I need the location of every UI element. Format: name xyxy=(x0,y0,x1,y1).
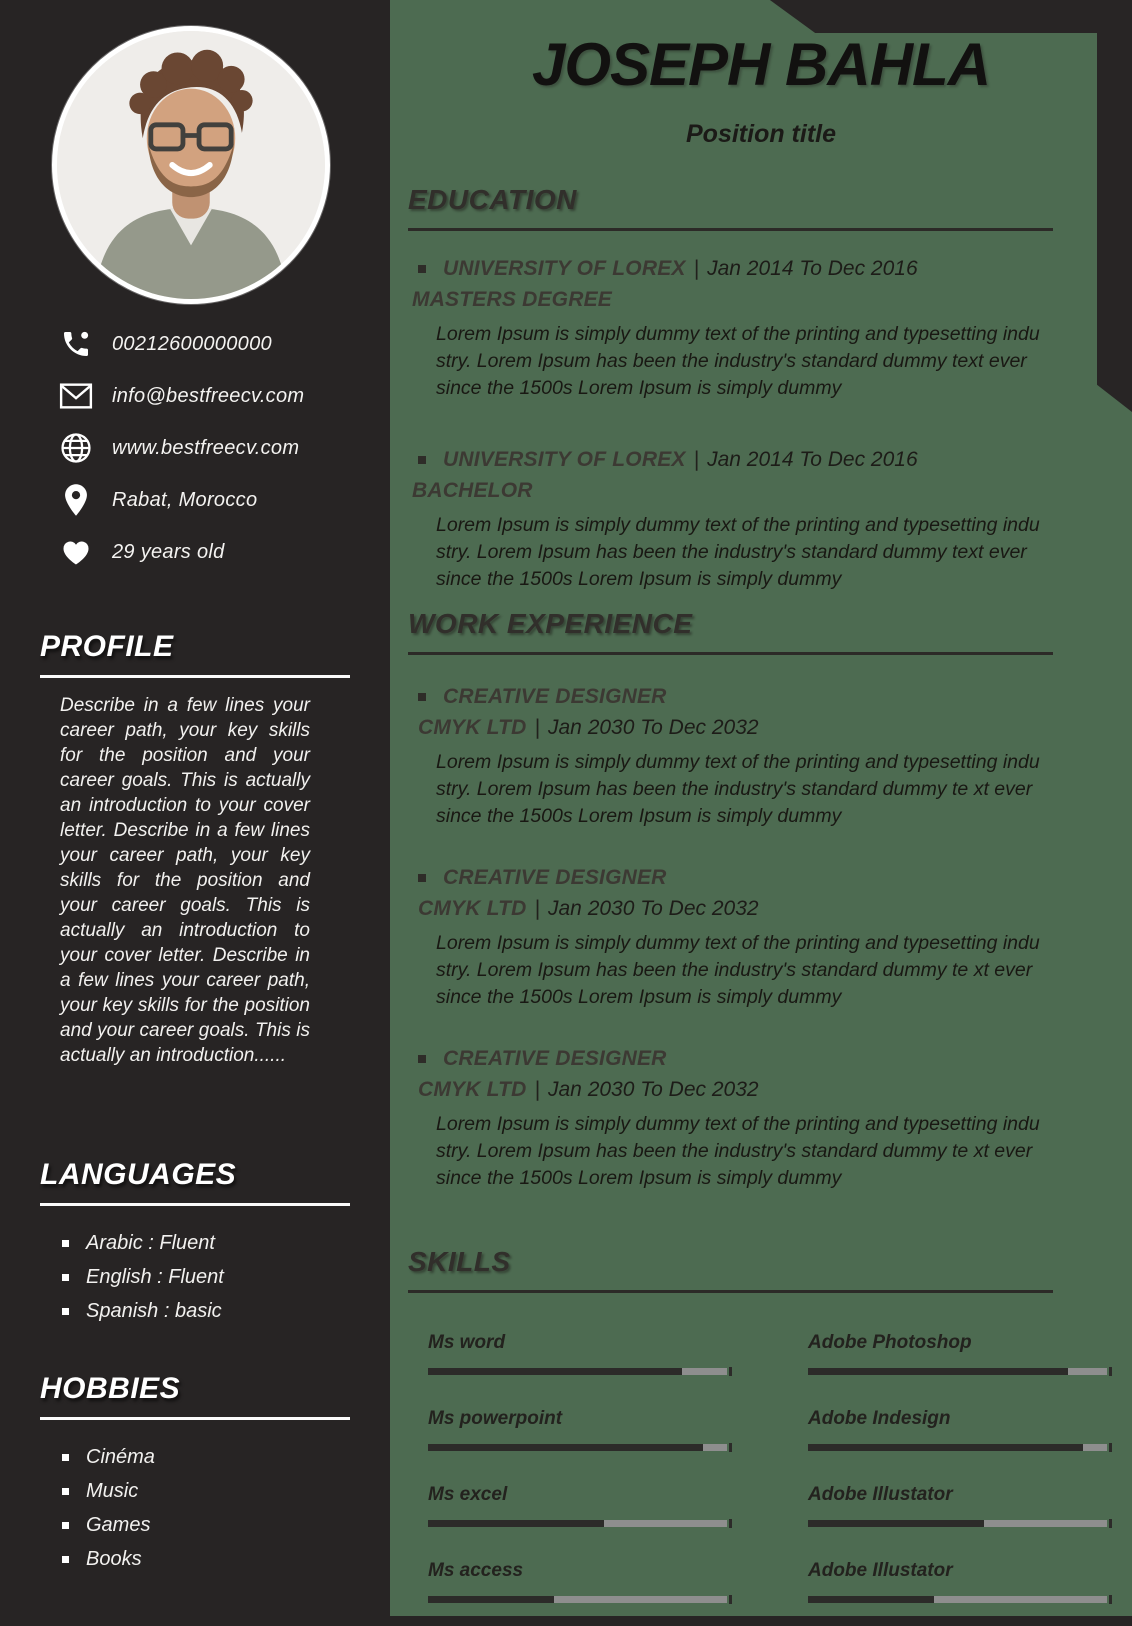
globe-icon xyxy=(54,431,98,465)
skill-bar xyxy=(428,1596,727,1603)
separator: | xyxy=(693,448,700,471)
skill-item xyxy=(428,1332,727,1375)
hobbies-heading: HOBBIES xyxy=(40,1372,181,1405)
language-arabic: Arabic : Fluent xyxy=(86,1231,215,1254)
education-description: Lorem Ipsum is simply dummy text of the printing and typesetting indu stry. Lorem Ipsum has been the industry's standard dummy text ever since the 1500s Lorem Ipsum is simply dummy xyxy=(436,323,1040,399)
square-bullet-icon xyxy=(418,265,426,273)
hobby-cinema: Cinéma xyxy=(86,1445,155,1468)
languages-section xyxy=(40,1158,350,1328)
job-title: CREATIVE DESIGNER xyxy=(443,866,667,889)
education-underline xyxy=(408,228,1053,231)
contact-row-location xyxy=(0,474,390,526)
candidate-name: JOSEPH BAHLA xyxy=(531,31,991,98)
work-dates: Jan 2030 To Dec 2032 xyxy=(548,716,759,739)
languages-underline xyxy=(40,1203,350,1206)
profile-section xyxy=(40,630,350,1068)
work-entry xyxy=(408,685,1053,830)
contact-row-age xyxy=(0,526,390,578)
profile-photo xyxy=(52,26,330,304)
square-bullet-icon xyxy=(62,1454,69,1461)
profile-text: Describe in a few lines your career path, your key skills for the position and your career goals. This is actually an introduction to your cover letter. Describe in a few lines your career path, your key skills for the position and your career goals. This is actually an introduction to your cover letter. Describe in a few lines your career path, your key skills for the position and your career goals. This is actually an introduction...... xyxy=(60,695,310,1066)
square-bullet-icon xyxy=(62,1488,69,1495)
hobby-games: Games xyxy=(86,1513,151,1536)
list-item xyxy=(40,1474,350,1508)
phone-number: 00212600000000 xyxy=(112,332,272,355)
education-dates: Jan 2014 To Dec 2016 xyxy=(707,448,918,471)
education-entry-title-row xyxy=(408,448,1053,472)
location-pin-icon xyxy=(54,483,98,517)
square-bullet-icon xyxy=(62,1274,69,1281)
work-description: Lorem Ipsum is simply dummy text of the printing and typesetting indu stry. Lorem Ipsum has been the industry's standard dummy te xt ever since the 1500s Lorem Ipsum is simply dummy xyxy=(436,751,1040,827)
square-bullet-icon xyxy=(418,456,426,464)
company-line xyxy=(418,1078,1053,1102)
work-entry-title-row xyxy=(408,866,1053,890)
education-section xyxy=(408,184,1053,593)
list-item xyxy=(40,1226,350,1260)
work-entry xyxy=(408,866,1053,1011)
skill-bar-fill xyxy=(808,1596,934,1603)
skill-item xyxy=(428,1560,727,1603)
square-bullet-icon xyxy=(62,1556,69,1563)
work-dates: Jan 2030 To Dec 2032 xyxy=(548,897,759,920)
skill-name: Adobe Photoshop xyxy=(808,1332,972,1353)
language-english: English : Fluent xyxy=(86,1265,224,1288)
skill-bar-fill xyxy=(428,1444,703,1451)
list-item xyxy=(40,1508,350,1542)
languages-heading: LANGUAGES xyxy=(40,1158,237,1191)
education-description: Lorem Ipsum is simply dummy text of the printing and typesetting indu stry. Lorem Ipsum has been the industry's standard dummy text ever since the 1500s Lorem Ipsum is simply dummy xyxy=(436,514,1040,590)
square-bullet-icon xyxy=(62,1522,69,1529)
list-item xyxy=(40,1294,350,1328)
skill-item xyxy=(808,1484,1107,1527)
heart-icon xyxy=(54,538,98,566)
degree-line xyxy=(412,479,1053,503)
skill-name: Ms powerpoint xyxy=(428,1408,563,1429)
separator: | xyxy=(534,1078,540,1101)
header xyxy=(390,30,1132,149)
top-corner-fold xyxy=(390,0,1132,33)
skill-bar-fill xyxy=(428,1520,604,1527)
skills-underline xyxy=(408,1290,1053,1293)
work-description: Lorem Ipsum is simply dummy text of the printing and typesetting indu stry. Lorem Ipsum has been the industry's standard dummy te xt ever since the 1500s Lorem Ipsum is simply dummy xyxy=(436,1113,1040,1189)
list-item xyxy=(40,1260,350,1294)
contact-row-email xyxy=(0,370,390,422)
skill-name: Ms access xyxy=(428,1560,524,1581)
skill-name: Adobe Illustator xyxy=(808,1484,953,1505)
education-entry xyxy=(408,257,1053,402)
work-dates: Jan 2030 To Dec 2032 xyxy=(548,1078,759,1101)
degree-line xyxy=(412,288,1053,312)
skill-item xyxy=(428,1408,727,1451)
skill-bar xyxy=(808,1520,1107,1527)
separator: | xyxy=(534,897,540,920)
company-name: CMYK LTD xyxy=(418,1078,527,1101)
skill-bar xyxy=(808,1368,1107,1375)
work-experience-heading: WORK EXPERIENCE xyxy=(408,608,693,639)
contact-row-website xyxy=(0,422,390,474)
education-heading: EDUCATION xyxy=(408,184,577,215)
work-entry-title-row xyxy=(408,1047,1053,1071)
age-text: 29 years old xyxy=(112,540,225,563)
skill-name: Ms word xyxy=(428,1332,506,1353)
work-description: Lorem Ipsum is simply dummy text of the printing and typesetting indu stry. Lorem Ipsum has been the industry's standard dummy te xt ever since the 1500s Lorem Ipsum is simply dummy xyxy=(436,932,1040,1008)
job-title: CREATIVE DESIGNER xyxy=(443,1047,667,1070)
education-entry xyxy=(408,448,1053,593)
contact-list xyxy=(0,318,390,578)
bottom-band xyxy=(390,1616,1132,1626)
education-entry-title-row xyxy=(408,257,1053,281)
website-url[interactable]: www.bestfreecv.com xyxy=(112,436,300,459)
position-title: Position title xyxy=(686,120,836,148)
square-bullet-icon xyxy=(418,693,426,701)
company-line xyxy=(418,716,1053,740)
school-name: UNIVERSITY OF LOREX xyxy=(443,448,686,471)
work-experience-underline xyxy=(408,652,1053,655)
skill-item xyxy=(428,1484,727,1527)
profile-underline xyxy=(40,675,350,678)
company-name: CMYK LTD xyxy=(418,716,527,739)
hobbies-underline xyxy=(40,1417,350,1420)
work-experience-section xyxy=(408,608,1053,1192)
skill-item xyxy=(808,1560,1107,1603)
skills-section xyxy=(408,1246,1053,1293)
hobbies-section xyxy=(40,1372,350,1576)
work-entry xyxy=(408,1047,1053,1192)
hobbies-list xyxy=(40,1440,350,1576)
company-line xyxy=(418,897,1053,921)
profile-photo-illustration xyxy=(57,31,325,299)
list-item xyxy=(40,1542,350,1576)
email-address[interactable]: info@bestfreecv.com xyxy=(112,384,305,407)
skill-bar xyxy=(428,1368,727,1375)
square-bullet-icon xyxy=(418,1055,426,1063)
job-title: CREATIVE DESIGNER xyxy=(443,685,667,708)
location-text: Rabat, Morocco xyxy=(112,488,258,511)
school-name: UNIVERSITY OF LOREX xyxy=(443,257,686,280)
skill-bar-fill xyxy=(808,1444,1083,1451)
skill-bar-fill xyxy=(428,1596,554,1603)
skill-bar-fill xyxy=(808,1368,1068,1375)
company-name: CMYK LTD xyxy=(418,897,527,920)
skill-name: Adobe Illustator xyxy=(808,1560,953,1581)
work-entry-title-row xyxy=(408,685,1053,709)
hobby-music: Music xyxy=(86,1479,139,1502)
degree-name: MASTERS DEGREE xyxy=(412,288,612,311)
skill-bar-fill xyxy=(428,1368,682,1375)
skill-item xyxy=(808,1408,1107,1451)
degree-name: BACHELOR xyxy=(412,479,533,502)
skill-bar-fill xyxy=(808,1520,984,1527)
sidebar xyxy=(0,0,390,1626)
hobby-books: Books xyxy=(86,1547,142,1570)
skill-item xyxy=(808,1332,1107,1375)
skill-bar xyxy=(808,1444,1107,1451)
education-dates: Jan 2014 To Dec 2016 xyxy=(707,257,918,280)
contact-row-phone xyxy=(0,318,390,370)
phone-icon xyxy=(54,328,98,360)
skill-bar xyxy=(428,1520,727,1527)
square-bullet-icon xyxy=(62,1308,69,1315)
skills-heading: SKILLS xyxy=(408,1246,511,1277)
list-item xyxy=(40,1440,350,1474)
language-spanish: Spanish : basic xyxy=(86,1299,222,1322)
square-bullet-icon xyxy=(418,874,426,882)
separator: | xyxy=(534,716,540,739)
skill-bar xyxy=(808,1596,1107,1603)
skill-name: Ms excel xyxy=(428,1484,508,1505)
main-panel xyxy=(390,0,1132,1626)
skills-grid xyxy=(428,1332,1107,1603)
separator: | xyxy=(693,257,700,280)
skill-name: Adobe Indesign xyxy=(808,1408,951,1429)
square-bullet-icon xyxy=(62,1240,69,1247)
envelope-icon xyxy=(54,382,98,410)
skill-bar xyxy=(428,1444,727,1451)
languages-list xyxy=(40,1226,350,1328)
profile-heading: PROFILE xyxy=(40,630,174,663)
